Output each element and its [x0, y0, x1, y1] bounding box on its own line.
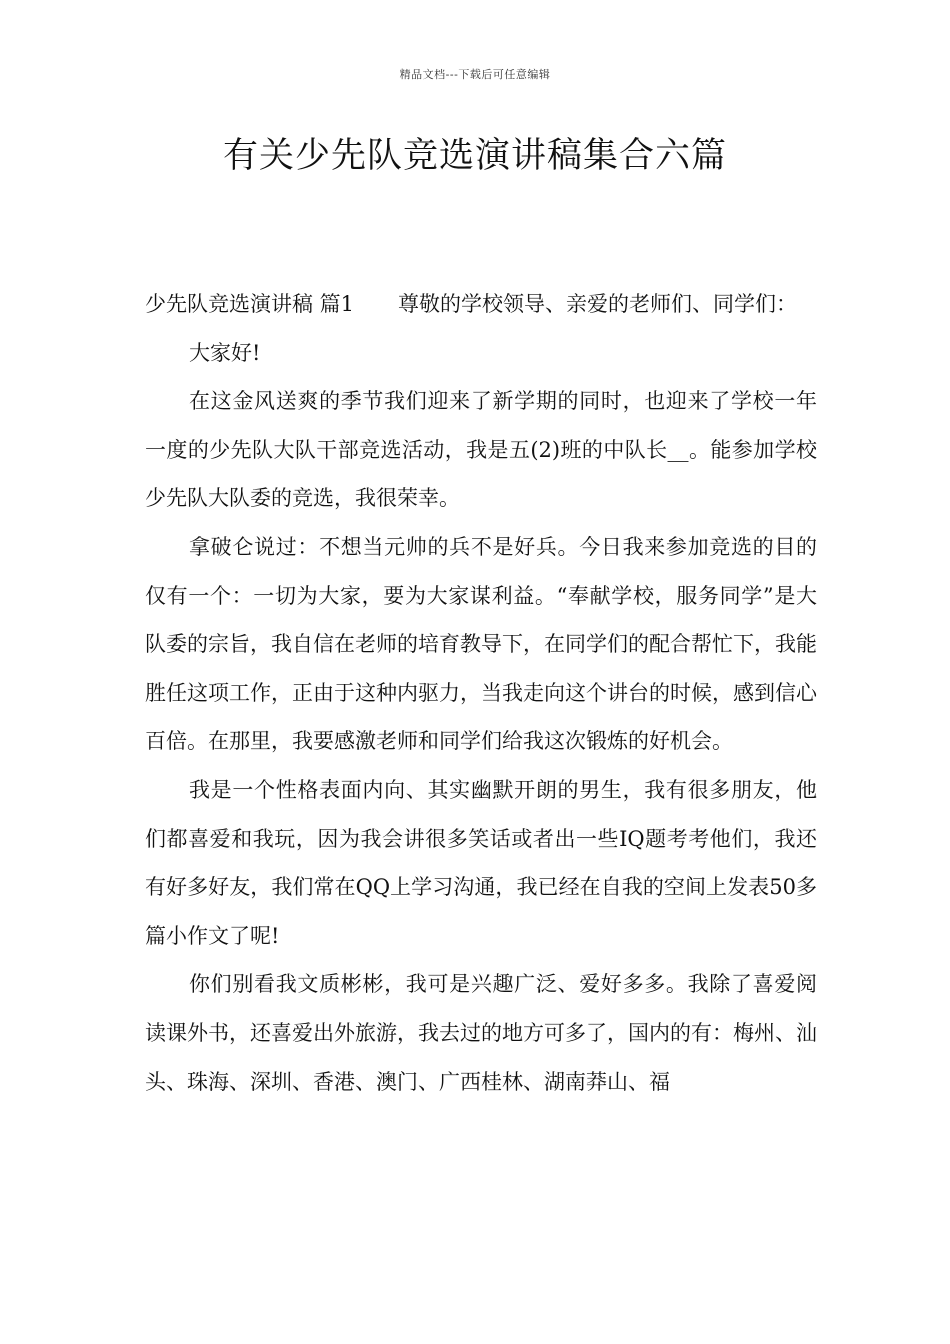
paragraph-greeting: 大家好! [189, 340, 261, 365]
paragraph-personality: 我是一个性格表面内向、其实幽默开朗的男生，我有很多朋友，他们都喜爱和我玩，因为我会讲很多笑话或者出一些IQ题考考他们，我还有好多好友，我们常在QQ上学习沟通，我已经在自我的空间上发表50多篇小作文了呢! [145, 777, 817, 948]
document-title: 有关少先队竞选演讲稿集合六篇 [222, 136, 727, 176]
header-note: 精品文档---下载后可任意编辑 [399, 68, 551, 81]
paragraph-motivation: 拿破仑说过：不想当元帅的兵不是好兵。今日我来参加竞选的目的仅有一个：一切为大家，要为大家谋利益。“奉献学校，服务同学”是大队委的宗旨，我自信在老师的培育教导下，在同学们的配合帮忙下，我能胜任这项工作，正由于这种内驱力，当我走向这个讲台的时候，感到信心百倍。在那里，我要感激老师和同学们给我这次锻炼的好机会。 [145, 534, 817, 754]
document-body [145, 280, 817, 1106]
section-label: 少先队竞选演讲稿 篇1 [145, 292, 355, 316]
section-greeting: 尊敬的学校领导、亲爱的老师们、同学们： [398, 292, 798, 316]
section-heading [145, 280, 817, 329]
paragraph-hobbies: 你们别看我文质彬彬，我可是兴趣广泛、爱好多多。我除了喜爱阅读课外书，还喜爱出外旅游，我去过的地方可多了，国内的有：梅州、汕头、珠海、深圳、香港、澳门、广西桂林、湖南莽山、福 [145, 972, 817, 1094]
paragraph-intro: 在这金风送爽的季节我们迎来了新学期的同时，也迎来了学校一年一度的少先队大队干部竞选活动，我是五(2)班的中队长__。能参加学校少先队大队委的竞选，我很荣幸。 [145, 389, 817, 511]
